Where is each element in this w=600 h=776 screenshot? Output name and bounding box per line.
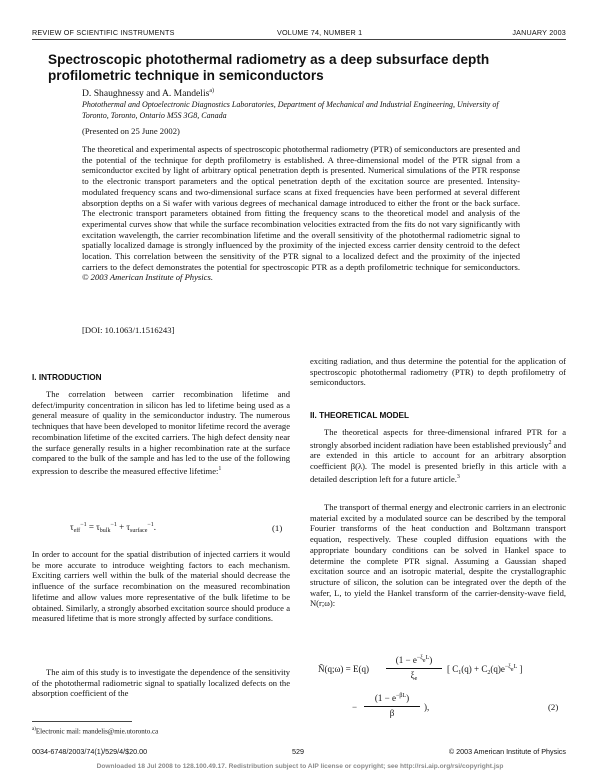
intro-paragraph-3-continued: [310, 356, 566, 388]
citation-2[interactable]: 2: [548, 439, 552, 446]
section-heading-theoretical-model: II. THEORETICAL MODEL: [310, 411, 410, 420]
issue-date: JANUARY 2003: [512, 28, 566, 37]
author-names: D. Shaughnessy and A. Mandelis: [82, 88, 210, 100]
author-line: [82, 88, 214, 99]
citation-1[interactable]: 1: [218, 466, 222, 473]
footnote: $^{a)}$Electronic mail: mandelis@mie.utoronto.ca: [32, 727, 159, 736]
volume-number: VOLUME 74, NUMBER 1: [277, 28, 363, 37]
eq2-fraction-bar-1: [386, 668, 442, 669]
eq2-fraction-bar-2: [364, 706, 420, 707]
received-date: (Presented on 25 June 2002): [82, 126, 180, 136]
page-number: 529: [292, 747, 304, 756]
affiliation: Photothermal and Optoelectronic Diagnostics Laboratories, Department of Mechanical and Industrial Engineering, University of Toronto, Toronto, Ontario M5S 3G8, Canada: [82, 100, 499, 120]
intro-paragraph-2: [32, 549, 290, 624]
journal-name: REVIEW OF SCIENTIFIC INSTRUMENTS: [32, 28, 175, 37]
footer-issn: 0034-6748/2003/74(1)/529/4/$20.00: [32, 747, 148, 756]
citation-3[interactable]: 3: [456, 473, 460, 480]
footnote-rule: [32, 721, 132, 722]
equation-1: $\tau_{eff}^{-1} = \tau_{bulk}^{-1} + \tau_{surface}^{-1}$.: [70, 522, 157, 534]
section-heading-introduction: I. INTRODUCTION: [32, 373, 102, 382]
eq2-numerator-2: $(1 - e^{-\beta L})$: [374, 693, 410, 703]
intro-paragraph-3: [32, 667, 290, 699]
abstract-copyright: © 2003 American Institute of Physics.: [82, 272, 213, 283]
download-notice: Downloaded 18 Jul 2008 to 128.100.49.17. Redistribution subject to AIP license or copyright; see http://rsi.aip.org/rsi/copyright.jsp: [96, 763, 504, 770]
abstract: [82, 144, 520, 283]
theory-paragraph-1: The theoretical aspects for three-dimensional infrared PTR for a strongly absorbed incident radiation have been established previously$^2$ and are extended in this article to account for an arbitrary absorption coefficient β(λ). The model is presented briefly in this article with a detailed description left for a future article.$^3$: [310, 427, 567, 484]
intro-paragraph-1: [32, 389, 290, 477]
header-rule: [32, 39, 566, 40]
footer-copyright: © 2003 American Institute of Physics: [448, 747, 566, 756]
footnote-email[interactable]: Electronic mail: mandelis@mie.utoronto.ca: [35, 727, 159, 736]
intro-text-3-cont: exciting radiation, and thus determine the potential for the application of spectroscopic photothermal radiometry (PTR) to depth profilometry of semiconductors.: [310, 356, 566, 388]
theory-text-2: The transport of thermal energy and electronic carriers in an electronic material excited by a modulated source can be described by the temporal Fourier transforms of the heat conduction and Boltzmann transport equation, respectively. These coupled diffusion equations with the appropriate boundary conditions can be solved in Hankel space to determine the complete PTR signal. Assuming a Gaussian shaped excitation source and an isotropic material, despite the crystallographic structure of silicon, the solution can be integrated over the depth of the wafer, L, to yield the Hankel transform of the carrier-density-wave field, N(r;ω):: [310, 502, 566, 609]
running-header: [32, 28, 566, 38]
intro-text-1: The correlation between carrier recombination lifetime and defect/impurity concentration in silicon has led to lifetime being used as a general measure of quality in the semiconductor industry. The numerous techniques that have been developed to monitor lifetime record the average recombination lifetime of the excited carriers. The high defect density near the surface generally results in a higher recombination rate at the surface compared to the bulk of the sample and has led to the use of the following expression to describe the measured effective lifetime:: [32, 389, 290, 477]
equation-2-number: (2): [548, 702, 559, 712]
doi-link[interactable]: [DOI: 10.1063/1.1516243]: [82, 325, 175, 335]
paper-title: Spectroscopic photothermal radiometry as a deep subsurface depth profilometric technique in semiconductors: [48, 52, 490, 84]
eq2-bracket-term: [ $C_1(q) + C_2(q)e^{-\xi}e^L$ ]: [447, 664, 523, 676]
equation-1-number: (1): [272, 523, 283, 533]
eq2-numerator-1: $(1 - e^{-\xi}e^L)$: [395, 655, 433, 665]
author-footnote-mark: a): [209, 88, 215, 94]
intro-text-2: In order to account for the spatial distribution of injected carriers it would be more accurate to introduce weighting factors to each mechanism. Exciting carriers well within the bulk of the material should decrease the influence of the surface recombination on the measured recombination lifetime and allow values more representative of the bulk lifetime to be obtained. Similarly, a strongly absorbed excitation source should produce a measured lifetime that is more strongly affected by surface conditions.: [32, 549, 290, 624]
eq2-denominator-1: $\xi_e$: [410, 670, 418, 682]
abstract-text: The theoretical and experimental aspects of spectroscopic photothermal radiometry (PTR) of semiconductors are presented and the potential of the technique for depth profilometry is established. A three-dimensional model of the PTR signal from a semiconductor excited by light of arbitrary optical penetration depth is presented. Numerical simulations of the PTR response to the electronic transport parameters and the optical penetration depth of the excitation source are presented. Intensity-modulated frequency scans and two-dimensional surface scans at fixed frequencies have been performed at several different absorption depths on a Si wafer with various degrees of mechanical damage introduced to either the front or the back surface. The electronic transport parameters obtained from fitting the frequency scans to the theoretical model and analysis of the experimental curves show that while the surface recombination velocities extracted from the fits do not vary significantly with excitation wavelength, the carrier recombination lifetime and the overall sensitivity of the photothermal radiometric signal to spatially localized damage is strongly influenced by the proximity of the injected excess carrier density centroid to the defect location. This correlation between the sensitivity of the PTR signal to a localized defect and the proximity of the injected carriers to the defect demonstrates the potential for spectroscopic PTR as a depth profilometric technique for semiconductors.: [82, 144, 520, 272]
theory-paragraph-2: [310, 502, 566, 609]
intro-text-3: The aim of this study is to investigate the dependence of the sensitivity of the photothermal radiometric signal to spatially localized defects on the absorption coefficient of the: [32, 667, 290, 699]
